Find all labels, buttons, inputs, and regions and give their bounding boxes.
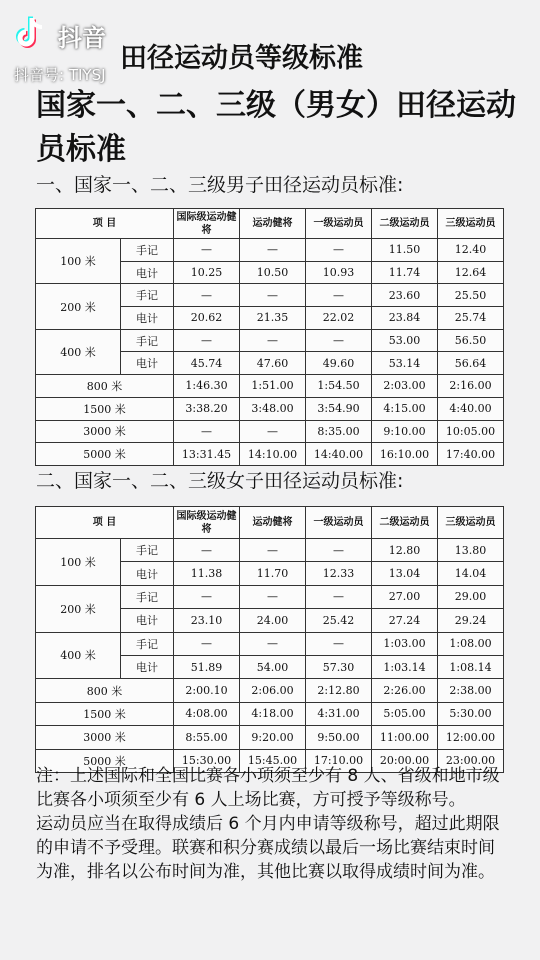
standard-value: 11.50 xyxy=(372,239,438,262)
standard-value: 3:54.90 xyxy=(306,397,372,420)
header-first: 一级运动员 xyxy=(306,507,372,539)
standard-value: 56.64 xyxy=(438,352,504,375)
header-master: 运动健将 xyxy=(240,209,306,239)
standard-value: 4:08.00 xyxy=(174,702,240,725)
standard-value: — xyxy=(240,239,306,262)
standard-value: 9:50.00 xyxy=(306,726,372,749)
event-name: 5000 米 xyxy=(36,443,174,466)
standard-value: 11.38 xyxy=(174,562,240,585)
standard-value: 10:05.00 xyxy=(438,420,504,443)
standard-value: 12.40 xyxy=(438,239,504,262)
standard-value: 11.70 xyxy=(240,562,306,585)
standard-value: 53.00 xyxy=(372,329,438,352)
standard-value: 47.60 xyxy=(240,352,306,375)
standard-value: 13.80 xyxy=(438,539,504,562)
standard-value: 25.42 xyxy=(306,609,372,632)
table-row xyxy=(36,726,504,749)
note-paragraph-2: 运动员应当在取得成绩后 6 个月内申请等级称号，超过此期限的申请不予受理。联赛和积分赛成绩以最后一场比赛结束时间为准，排名以公布时间为准，其他比赛以取得成绩时间为准。 xyxy=(36,814,500,882)
table-row xyxy=(36,397,504,420)
event-name: 3000 米 xyxy=(36,420,174,443)
event-name: 200 米 xyxy=(36,284,121,329)
standard-value: 4:31.00 xyxy=(306,702,372,725)
table-header-row xyxy=(36,209,504,239)
table-row xyxy=(36,239,504,262)
standard-value: — xyxy=(174,284,240,307)
standard-value: — xyxy=(240,420,306,443)
standard-value: 2:26.00 xyxy=(372,679,438,702)
standard-value: 4:40.00 xyxy=(438,397,504,420)
table-row xyxy=(36,679,504,702)
standard-value: 12.80 xyxy=(372,539,438,562)
header-second: 二级运动员 xyxy=(372,209,438,239)
standard-value: 45.74 xyxy=(174,352,240,375)
standard-value: 13.04 xyxy=(372,562,438,585)
standard-value: 49.60 xyxy=(306,352,372,375)
standard-value: 9:10.00 xyxy=(372,420,438,443)
standard-value: — xyxy=(174,420,240,443)
timing-method: 手记 xyxy=(121,239,174,262)
standard-value: 51.89 xyxy=(174,655,240,678)
standard-value: 10.25 xyxy=(174,261,240,284)
standard-value: 27.00 xyxy=(372,585,438,608)
standard-value: — xyxy=(306,539,372,562)
standard-value: 1:03.14 xyxy=(372,655,438,678)
event-name: 400 米 xyxy=(36,329,121,374)
standard-value: — xyxy=(306,632,372,655)
douyin-app-name: 抖音 xyxy=(58,24,106,52)
header-event: 项 目 xyxy=(36,507,174,539)
standard-value: 5:05.00 xyxy=(372,702,438,725)
standard-value: 2:03.00 xyxy=(372,375,438,398)
standard-value: 21.35 xyxy=(240,307,306,330)
standard-value: 23.10 xyxy=(174,609,240,632)
standard-value: 1:54.50 xyxy=(306,375,372,398)
event-name: 200 米 xyxy=(36,585,121,632)
header-master: 运动健将 xyxy=(240,507,306,539)
standard-value: 27.24 xyxy=(372,609,438,632)
timing-method: 电计 xyxy=(121,352,174,375)
standard-value: 15:30.00 xyxy=(174,749,240,772)
standard-value: 29.00 xyxy=(438,585,504,608)
men-section-heading: 一、国家一、二、三级男子田径运动员标准: xyxy=(36,174,404,196)
standard-value: 23.60 xyxy=(372,284,438,307)
standard-value: 56.50 xyxy=(438,329,504,352)
standard-value: 2:00.10 xyxy=(174,679,240,702)
header-first: 一级运动员 xyxy=(306,209,372,239)
table-row xyxy=(36,284,504,307)
header-international: 国际级运动健将 xyxy=(174,507,240,539)
standard-value: 5:30.00 xyxy=(438,702,504,725)
standard-value: — xyxy=(240,632,306,655)
standard-value: 4:18.00 xyxy=(240,702,306,725)
standard-value: — xyxy=(306,284,372,307)
standard-value: 2:38.00 xyxy=(438,679,504,702)
standard-value: 3:38.20 xyxy=(174,397,240,420)
standard-value: — xyxy=(306,239,372,262)
standard-value: 14:40.00 xyxy=(306,443,372,466)
event-name: 5000 米 xyxy=(36,749,174,772)
timing-method: 电计 xyxy=(121,261,174,284)
timing-method: 电计 xyxy=(121,562,174,585)
table-row xyxy=(36,375,504,398)
table-row xyxy=(36,329,504,352)
standard-value: — xyxy=(240,539,306,562)
douyin-logo-icon xyxy=(12,14,52,54)
standard-value: 53.14 xyxy=(372,352,438,375)
standard-value: 12:00.00 xyxy=(438,726,504,749)
women-section-heading: 二、国家一、二、三级女子田径运动员标准: xyxy=(36,470,404,492)
standard-value: 24.00 xyxy=(240,609,306,632)
standard-value: 16:10.00 xyxy=(372,443,438,466)
standard-value: — xyxy=(240,329,306,352)
standard-value: — xyxy=(174,329,240,352)
standard-value: 3:48.00 xyxy=(240,397,306,420)
standard-value: 11.74 xyxy=(372,261,438,284)
standard-value: 25.50 xyxy=(438,284,504,307)
standard-value: — xyxy=(174,539,240,562)
table-row xyxy=(36,585,504,608)
notes xyxy=(36,764,511,884)
event-name: 400 米 xyxy=(36,632,121,679)
douyin-account-id: 抖音号: TIYSJ xyxy=(14,66,106,84)
timing-method: 手记 xyxy=(121,585,174,608)
table-row xyxy=(36,702,504,725)
timing-method: 手记 xyxy=(121,284,174,307)
standard-value: 2:06.00 xyxy=(240,679,306,702)
standard-value: — xyxy=(240,284,306,307)
standard-value: 57.30 xyxy=(306,655,372,678)
women-standards-table xyxy=(35,506,504,773)
standard-value: — xyxy=(306,329,372,352)
standard-value: 11:00.00 xyxy=(372,726,438,749)
standard-value: — xyxy=(174,239,240,262)
standard-value: — xyxy=(240,585,306,608)
standard-value: 1:08.00 xyxy=(438,632,504,655)
timing-method: 电计 xyxy=(121,307,174,330)
standard-value: 10.50 xyxy=(240,261,306,284)
timing-method: 手记 xyxy=(121,539,174,562)
page-title: 田径运动员等级标准 xyxy=(120,43,363,74)
table-row xyxy=(36,539,504,562)
standard-value: 20.62 xyxy=(174,307,240,330)
standard-value: 1:08.14 xyxy=(438,655,504,678)
table-row xyxy=(36,443,504,466)
header-event: 项 目 xyxy=(36,209,174,239)
header-third: 三级运动员 xyxy=(438,507,504,539)
event-name: 1500 米 xyxy=(36,702,174,725)
standard-value: 2:12.80 xyxy=(306,679,372,702)
page-subtitle: 国家一、二、三级（男女）田径运动员标准 xyxy=(36,88,516,167)
header-third: 三级运动员 xyxy=(438,209,504,239)
standard-value: 22.02 xyxy=(306,307,372,330)
standard-value: — xyxy=(174,632,240,655)
standard-value: — xyxy=(174,585,240,608)
note-paragraph-1: 注：上述国际和全国比赛各小项须至少有 8 人、省级和地市级比赛各小项须至少有 6 人上场比赛，方可授予等级称号。 xyxy=(36,766,500,810)
timing-method: 电计 xyxy=(121,655,174,678)
standard-value: 14:10.00 xyxy=(240,443,306,466)
men-standards-table xyxy=(35,208,504,466)
standard-value: 17:40.00 xyxy=(438,443,504,466)
event-name: 1500 米 xyxy=(36,397,174,420)
standard-value: 13:31.45 xyxy=(174,443,240,466)
header-international: 国际级运动健将 xyxy=(174,209,240,239)
event-name: 100 米 xyxy=(36,239,121,284)
standard-value: 12.33 xyxy=(306,562,372,585)
standard-value: 14.04 xyxy=(438,562,504,585)
timing-method: 电计 xyxy=(121,609,174,632)
event-name: 800 米 xyxy=(36,679,174,702)
event-name: 800 米 xyxy=(36,375,174,398)
standard-value: 20:00.00 xyxy=(372,749,438,772)
standard-value: 12.64 xyxy=(438,261,504,284)
standard-value: 1:51.00 xyxy=(240,375,306,398)
standard-value: 1:03.00 xyxy=(372,632,438,655)
standard-value: 23:00.00 xyxy=(438,749,504,772)
event-name: 100 米 xyxy=(36,539,121,586)
table-row xyxy=(36,632,504,655)
standard-value: 1:46.30 xyxy=(174,375,240,398)
timing-method: 手记 xyxy=(121,632,174,655)
table-row xyxy=(36,420,504,443)
standard-value: 8:35.00 xyxy=(306,420,372,443)
standard-value: 29.24 xyxy=(438,609,504,632)
standard-value: 15:45.00 xyxy=(240,749,306,772)
standard-value: 54.00 xyxy=(240,655,306,678)
header-second: 二级运动员 xyxy=(372,507,438,539)
standard-value: 8:55.00 xyxy=(174,726,240,749)
timing-method: 手记 xyxy=(121,329,174,352)
table-header-row xyxy=(36,507,504,539)
standard-value: 25.74 xyxy=(438,307,504,330)
standard-value: 17:10.00 xyxy=(306,749,372,772)
standard-value: 23.84 xyxy=(372,307,438,330)
standard-value: 9:20.00 xyxy=(240,726,306,749)
standard-value: 2:16.00 xyxy=(438,375,504,398)
standard-value: 4:15.00 xyxy=(372,397,438,420)
event-name: 3000 米 xyxy=(36,726,174,749)
standard-value: — xyxy=(306,585,372,608)
standard-value: 10.93 xyxy=(306,261,372,284)
